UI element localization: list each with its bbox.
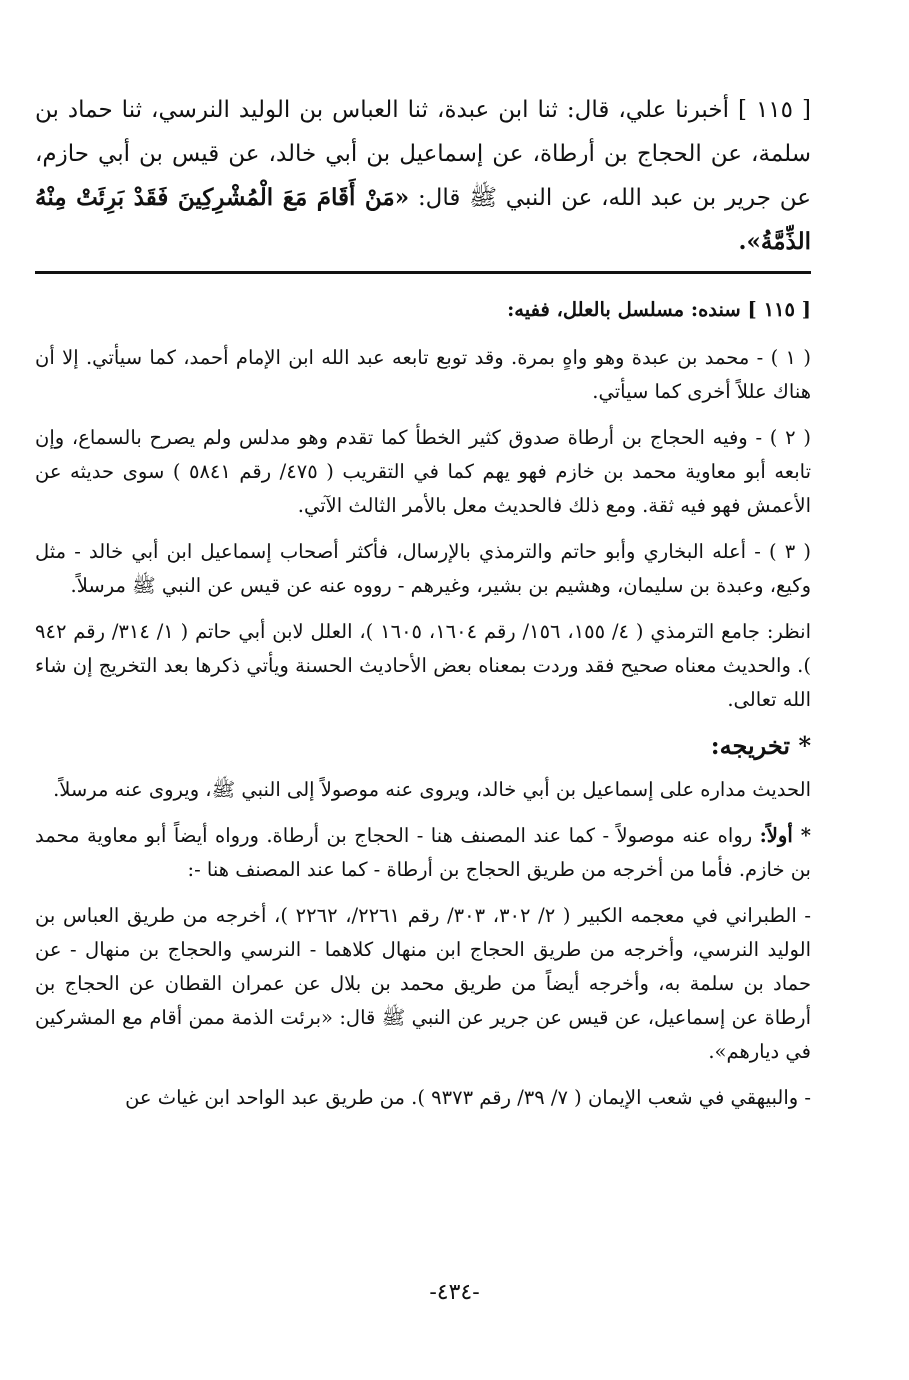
- takhrij-first-lead: * أولاً:: [759, 824, 811, 847]
- takhrij-bayhaqi: - والبيهقي في شعب الإيمان ( ٧/ ٣٩/ رقم ٩٣٧٣ ). من طريق عبد الواحد ابن غياث عن: [125, 1086, 811, 1109]
- footnotes: [35, 293, 811, 1127]
- footnote-point-3: ( ٣ ) - أعله البخاري وأبو حاتم والترمذي بالإرسال، فأكثر أصحاب إسماعيل ابن أبي خالد - مثل وكيع، وعبدة بن سليمان، وهشيم بن بشير، وغيرهم - رووه عنه عن قيس عن النبي ﷺ مرسلاً.: [35, 540, 811, 597]
- takhrij-intro: الحديث مداره على إسماعيل بن أبي خالد، ويروى عنه موصولاً إلى النبي ﷺ، ويروى عنه مرسلاً.: [53, 778, 811, 801]
- section-title-takhrij: * تخريجه:: [710, 731, 811, 760]
- takhrij-first-text: رواه عنه موصولاً - كما عند المصنف هنا - الحجاج بن أرطاة. ورواه أيضاً أبو معاوية محمد بن خازم. فأما من أخرجه من طريق الحجاج بن أرطاة - كما عند المصنف هنا -:: [35, 824, 811, 881]
- footnote-heading: [ ١١٥ ] سنده: مسلسل بالعلل، ففيه:: [507, 298, 811, 321]
- hadith-chain: [ ١١٥ ] أخبرنا علي، قال: ثنا ابن عبدة، ثنا العباس بن الوليد النرسي، ثنا حماد بن سلمة، عن الحجاج بن أرطاة، عن إسماعيل بن أبي خالد، عن قيس بن أبي حازم، عن جرير بن عبد الله، عن النبي ﷺ قال:: [35, 97, 811, 211]
- page-number: -٤٣٤-: [429, 1280, 480, 1305]
- footnote-references: انظر: جامع الترمذي ( ٤/ ١٥٥، ١٥٦/ رقم ١٦٠٤، ١٦٠٥ )، العلل لابن أبي حاتم ( ١/ ٣١٤/ رقم ٩٤٢ ). والحديث معناه صحيح فقد وردت بمعناه بعض الأحاديث الحسنة ويأتي ذكرها بعد التخريج إن شاء الله تعالى.: [35, 620, 811, 711]
- footnote-point-2: ( ٢ ) - وفيه الحجاج بن أرطاة صدوق كثير الخطأ كما تقدم وهو مدلس ولم يصرح بالسماع، وإن تابعه أبو معاوية محمد بن خازم فهو يهم كما في التقريب ( ٤٧٥/ رقم ٥٨٤١ ) سوى حديثه عن الأعمش فهو فيه ثقة. ومع ذلك فالحديث معل بالأمر الثالث الآتي.: [35, 426, 812, 517]
- takhrij-tabarani: - الطبراني في معجمه الكبير ( ٢/ ٣٠٢، ٣٠٣/ رقم ٢٢٦١/، ٢٢٦٢ )، أخرجه من طريق العباس بن الوليد النرسي، وأخرجه من طريق الحجاج ابن منهال كلاهما - النرسي والحجاج بن منهال - عن حماد بن سلمة به، وأخرجه أيضاً من طريق محمد بن بلال عن عمران القطان عن الحجاج بن أرطاة عن إسماعيل، عن قيس عن جرير عن النبي ﷺ قال: «برئت الذمة ممن أقام مع المشركين في ديارهم».: [35, 904, 812, 1063]
- footnote-point-1: ( ١ ) - محمد بن عبدة وهو واهٍ بمرة. وقد توبع تابعه عبد الله ابن الإمام أحمد، كما سيأتي. إلا أن هناك عللاً أخرى كما سيأتي.: [35, 346, 811, 403]
- hadith-text: [35, 88, 811, 264]
- footnote-divider: [35, 271, 811, 274]
- takhrij-first: [35, 819, 811, 887]
- page-body: [35, 88, 811, 1380]
- hadith-quote: «مَنْ أَقَامَ مَعَ الْمُشْرِكِينَ فَقَدْ بَرِئَتْ مِنْهُ الذِّمَّةُ».: [35, 184, 811, 255]
